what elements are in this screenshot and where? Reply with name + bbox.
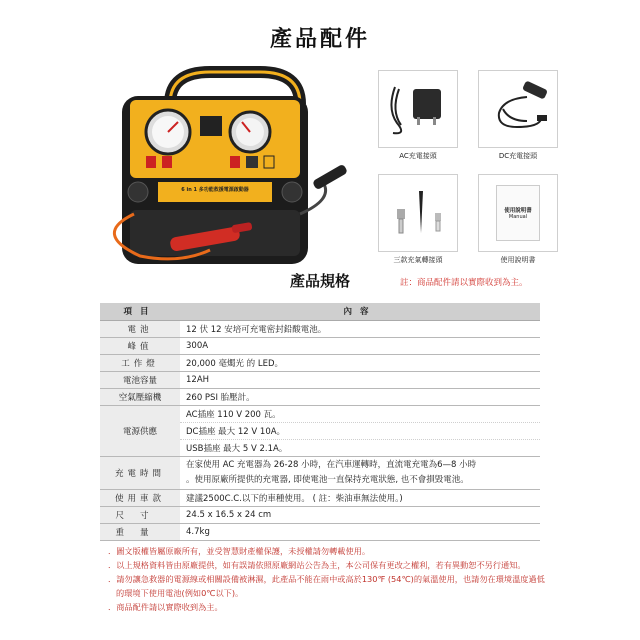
table-row — [100, 523, 540, 540]
spec-key: 重量 — [100, 523, 180, 540]
spec-value: 260 PSI 胎壓計。 — [180, 388, 540, 405]
manual-cover-subtitle: Manual — [508, 214, 528, 220]
spec-value: 4.7kg — [180, 523, 540, 540]
spec-key: 電源供應 — [100, 405, 180, 456]
accessory-manual — [478, 174, 558, 265]
note-item: ．圖文版權皆屬原廠所有，並受智慧財產權保護，未授權請勿轉載使用。 — [108, 546, 371, 556]
spec-key: 電池容量 — [100, 371, 180, 388]
spec-header-row — [100, 303, 540, 320]
spec-value: 20,000 毫燭光 的 LED。 — [180, 354, 540, 371]
accessories-title: 產品配件 — [269, 27, 370, 52]
spec-value-line: 在家使用 AC 充電器為 26-28 小時，在汽車運轉時，直流電充電為6—8 小時 — [186, 459, 477, 470]
accessory-inflator-nozzles — [378, 174, 458, 265]
accessory-label: 使用說明書 — [500, 256, 536, 264]
spec-key: 峰值 — [100, 337, 180, 354]
accessory-dc-charger — [478, 70, 558, 161]
spec-value: 24.5 x 16.5 x 24 cm — [180, 506, 540, 523]
spec-value-line: AC插座 110 V 200 瓦。 — [180, 405, 540, 422]
dc-car-charger-icon — [483, 79, 553, 139]
manual-icon — [496, 185, 540, 241]
table-row — [100, 388, 540, 405]
note-item: ．以上規格資料皆由原廠提供，如有誤請依照原廠網站公告為主，本公司保有更改之權利，若有異動恕不另行通知。 — [108, 560, 526, 570]
spec-value-line: USB插座 最大 5 V 2.1A。 — [180, 439, 540, 456]
spec-value — [180, 456, 540, 489]
table-row — [100, 354, 540, 371]
spec-note: 註：商品配件請以實際收到為主。 — [400, 278, 528, 288]
ac-adapter-icon — [383, 79, 453, 139]
accessory-label: 三款充氣轉接頭 — [393, 256, 443, 264]
spec-header-value: 內容 — [180, 303, 540, 320]
spec-key: 尺寸 — [100, 506, 180, 523]
accessory-label: DC充電接頭 — [498, 152, 538, 160]
spec-value: 建議2500C.C.以下的車種使用。 ( 註：柴油車無法使用。) — [180, 489, 540, 506]
table-row — [100, 456, 540, 489]
spec-value-line: DC插座 最大 12 V 10A。 — [180, 422, 540, 439]
accessory-label: AC充電接頭 — [399, 152, 437, 160]
spec-key: 空氣壓縮機 — [100, 388, 180, 405]
inflator-nozzles-icon — [383, 183, 453, 243]
spec-table — [100, 303, 540, 541]
spec-key: 工作燈 — [100, 354, 180, 371]
note-item: ．請勿讓急救器的電源線或相關設備被淋濕，此產品不能在雨中或高於130℉ (54℃)的氣溫使用，也請勿在環境溫度過低的環境下使用電池(例如0℃以下)。 — [108, 574, 545, 598]
note-item: ．商品配件請以實際收到為主。 — [108, 602, 223, 612]
table-row — [100, 405, 540, 422]
table-row — [100, 320, 540, 337]
spec-key: 使用車款 — [100, 489, 180, 506]
table-row — [100, 506, 540, 523]
accessory-ac-adapter — [378, 70, 458, 161]
table-row — [100, 337, 540, 354]
spec-key: 充電時間 — [100, 456, 180, 489]
table-row — [100, 371, 540, 388]
spec-header-key: 項目 — [100, 303, 180, 320]
jump-starter-image — [100, 64, 360, 274]
spec-value: 12 伏 12 安培可充電密封鉛酸電池。 — [180, 320, 540, 337]
spec-value-line: 。使用原廠所提供的充電器, 即使電池一直保持充電狀態, 也不會損毀電池。 — [186, 474, 469, 485]
spec-value: 12AH — [180, 371, 540, 388]
table-row — [100, 489, 540, 506]
manual-cover-title: 使用說明書 — [504, 208, 532, 214]
notes — [108, 544, 548, 614]
product-badge-text: 6 in 1 多功能救援電源啟動器 — [181, 187, 249, 193]
spec-key: 電池 — [100, 320, 180, 337]
spec-title: 產品規格 — [290, 272, 351, 290]
spec-value: 300A — [180, 337, 540, 354]
